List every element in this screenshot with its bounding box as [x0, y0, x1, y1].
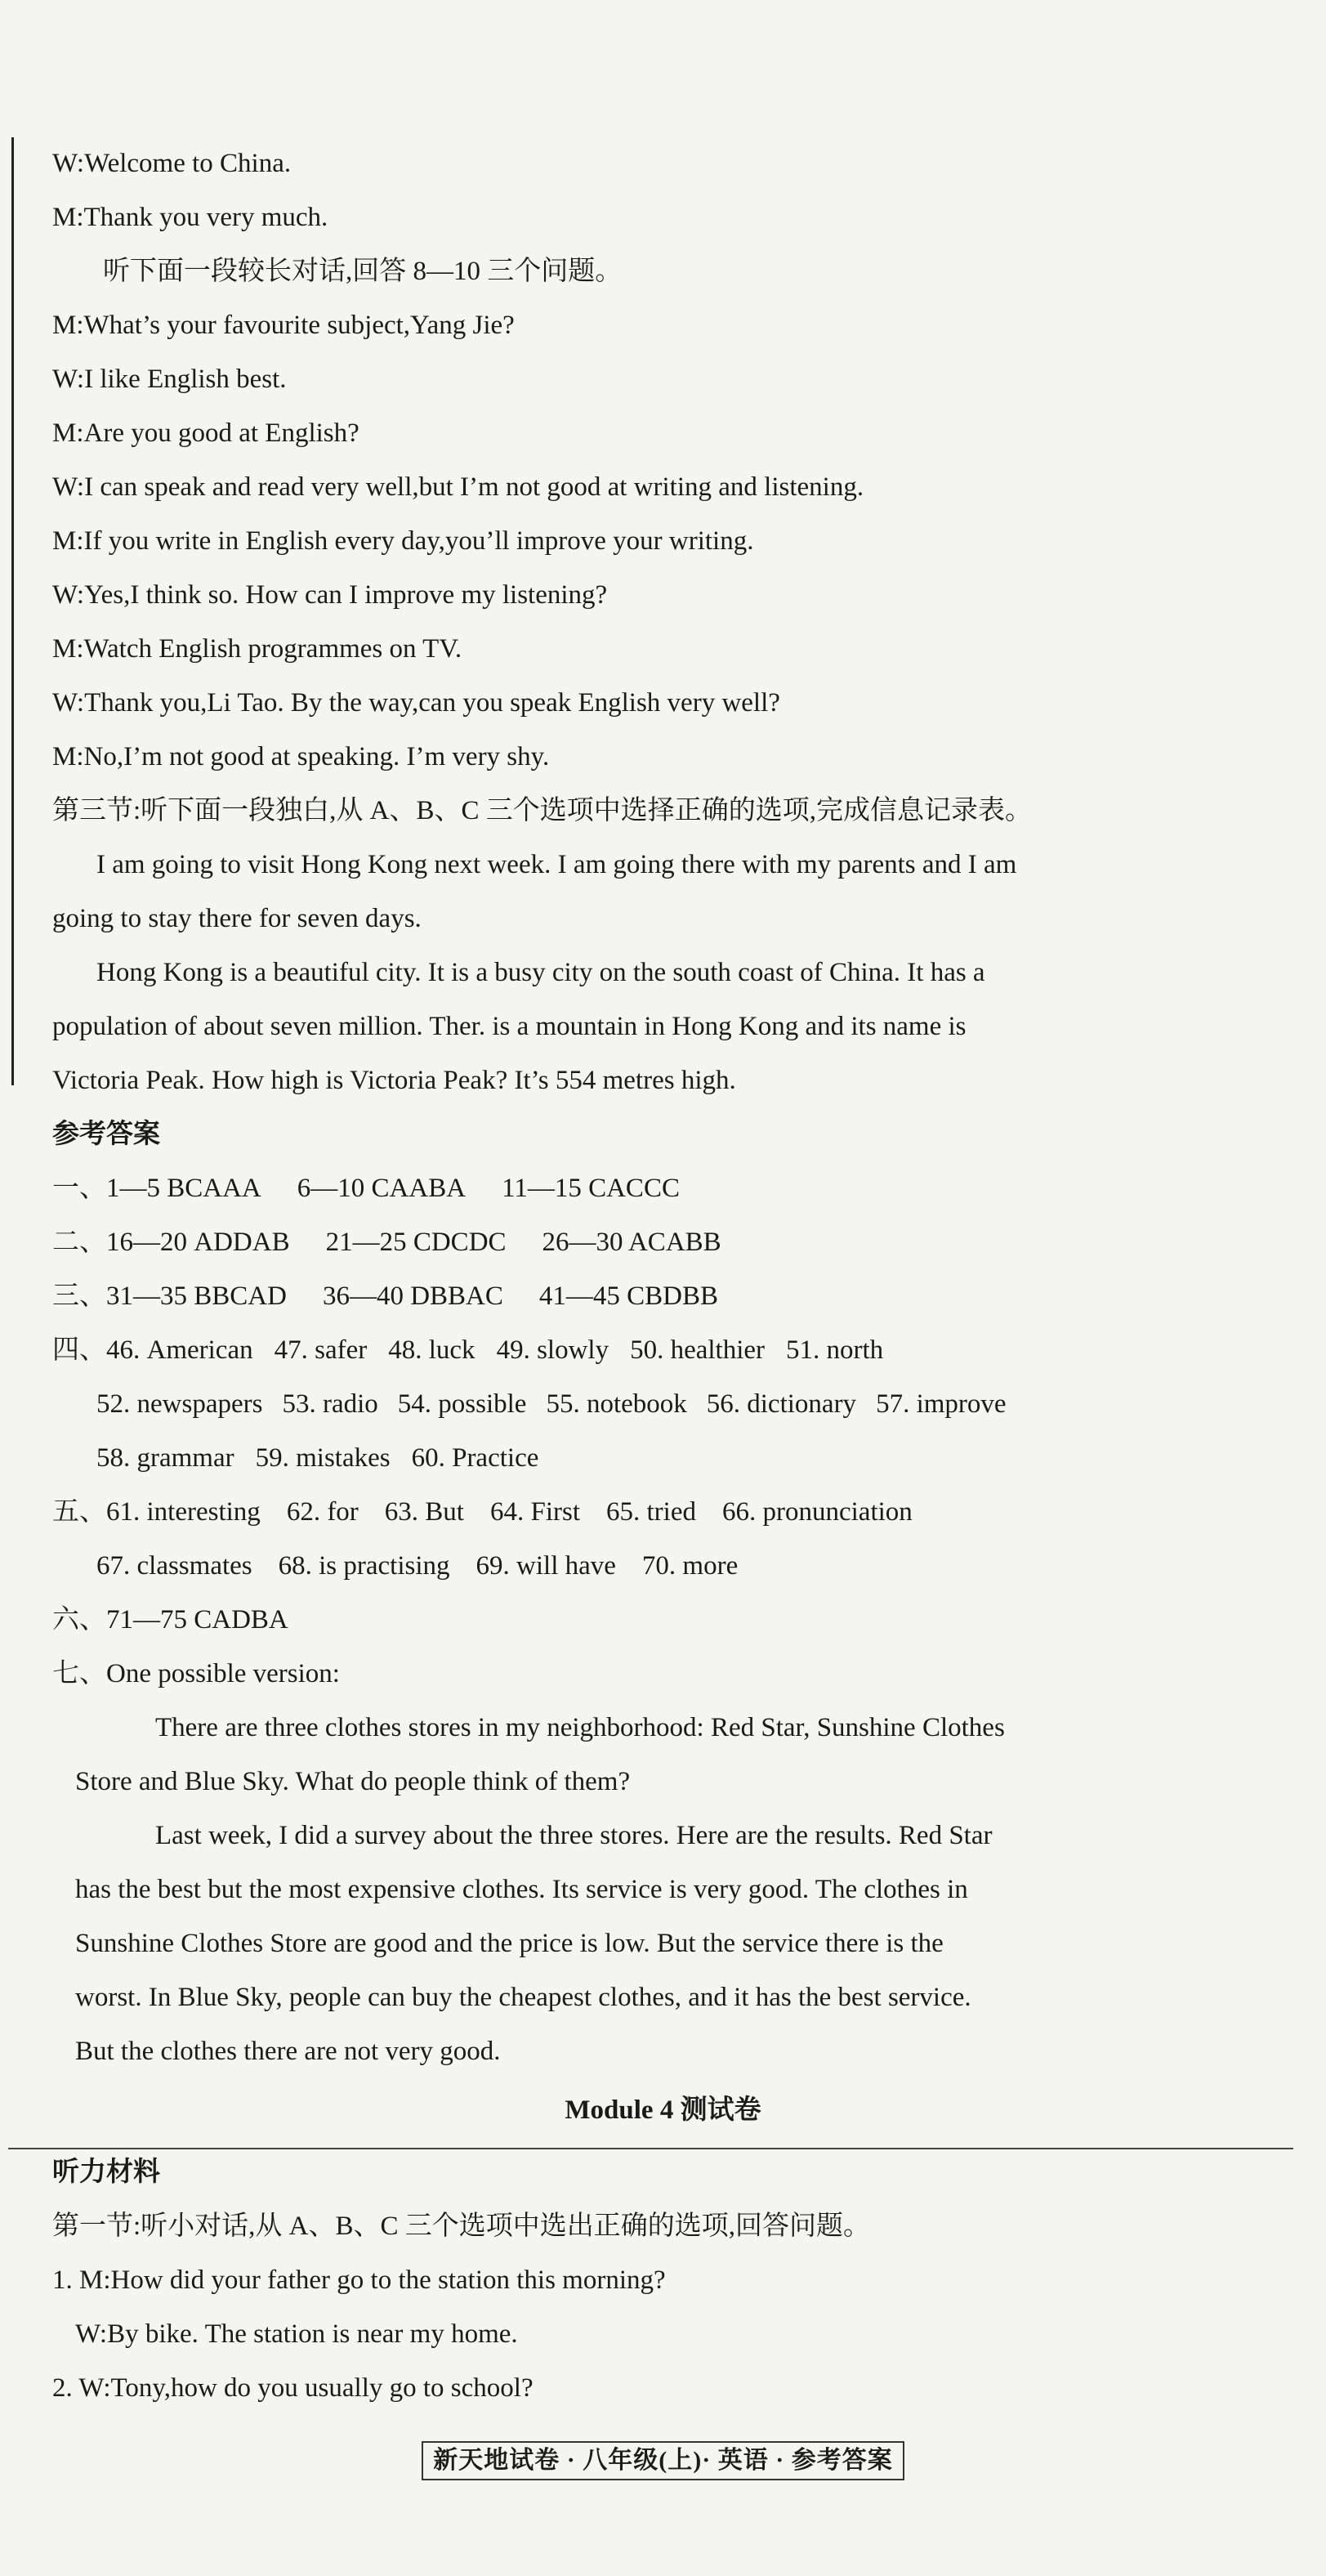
answer-group: 26—30 ACABB: [542, 1228, 721, 1257]
question-1-answer: W:By bike. The station is near my home.: [75, 2319, 518, 2349]
answers-part3: [52, 1280, 1293, 1313]
footer-label: 新天地试卷 · 八年级(上)· 英语 · 参考答案: [422, 2441, 904, 2480]
instruction-8-10: 听下面一段较长对话,回答 8—10 三个问题。: [103, 257, 623, 286]
section-divider: [8, 2148, 1293, 2149]
answer-item: 48. luck: [388, 1335, 475, 1365]
module4-title: Module 4 测试卷: [565, 2095, 761, 2125]
answer-item: 60. Practice: [411, 1443, 539, 1473]
dialogue-line: M:Thank you very much.: [52, 203, 328, 232]
answer-item: 50. healthier: [630, 1335, 766, 1365]
question-1: 1. M:How did your father go to the station this morning?: [52, 2265, 666, 2295]
monologue-line: Victoria Peak. How high is Victoria Peak? It’s 554 metres high.: [52, 1066, 736, 1095]
essay-line: There are three clothes stores in my neighborhood: Red Star, Sunshine Clothes: [155, 1713, 1005, 1742]
essay-line: But the clothes there are not very good.: [75, 2037, 501, 2066]
answer-item: 66. pronunciation: [722, 1497, 913, 1527]
section3-title: 第三节:听下面一段独白,从 A、B、C 三个选项中选择正确的选项,完成信息记录表。: [52, 796, 1033, 825]
answer-item: 63. But: [384, 1497, 464, 1527]
answers-part5-line2: [96, 1550, 1293, 1582]
answers-part4-line1: [52, 1334, 1293, 1366]
dialogue-line: M:What’s your favourite subject,Yang Jie?: [52, 311, 515, 340]
answer-item: 58. grammar: [96, 1443, 234, 1473]
answer-item: 65. tried: [606, 1497, 696, 1527]
answers-part4-line3: [96, 1442, 1293, 1474]
answer-group: 41—45 CBDBB: [538, 1281, 719, 1311]
monologue-line: Hong Kong is a beautiful city. It is a busy city on the south coast of China. It has a: [96, 958, 985, 987]
essay-line: worst. In Blue Sky, people can buy the cheapest clothes, and it has the best service.: [75, 1983, 971, 2012]
dialogue-line: W:I like English best.: [52, 364, 287, 394]
answers-part4-line2: [96, 1388, 1293, 1420]
answer-item: 62. for: [286, 1497, 359, 1527]
answer-item: 57. improve: [876, 1389, 1007, 1419]
answer-item: 54. possible: [397, 1389, 527, 1419]
answers-part1: [52, 1172, 1293, 1205]
dialogue-line: M:Watch English programmes on TV.: [52, 634, 462, 664]
answer-item: 67. classmates: [96, 1551, 252, 1581]
dialogue-line: W:Thank you,Li Tao. By the way,can you speak English very well?: [52, 688, 780, 718]
answers-part5-line1: [52, 1496, 1293, 1528]
essay-line: Sunshine Clothes Store are good and the price is low. But the service there is the: [75, 1929, 944, 1958]
dialogue-line: M:No,I’m not good at speaking. I’m very shy.: [52, 742, 550, 771]
answer-item: 55. notebook: [546, 1389, 687, 1419]
question-2: 2. W:Tony,how do you usually go to school?: [52, 2373, 534, 2403]
answer-item: 68. is practising: [278, 1551, 450, 1581]
dialogue-line: W:Yes,I think so. How can I improve my listening?: [52, 580, 608, 610]
section1-title: 第一节:听小对话,从 A、B、C 三个选项中选出正确的选项,回答问题。: [52, 2212, 871, 2241]
answers-part7-label: 七、One possible version:: [52, 1659, 340, 1688]
essay-line: Last week, I did a survey about the three stores. Here are the results. Red Star: [155, 1821, 993, 1850]
dialogue-line: M:If you write in English every day,you’ll improve your writing.: [52, 526, 754, 556]
answer-item: 四、46. American: [52, 1335, 253, 1365]
answer-item: 五、61. interesting: [52, 1497, 261, 1527]
answer-item: 47. safer: [274, 1335, 368, 1365]
answer-item: 53. radio: [282, 1389, 378, 1419]
answer-group: 11—15 CACCC: [502, 1174, 680, 1203]
dialogue-line: W:Welcome to China.: [52, 149, 292, 178]
answer-group: 21—25 CDCDC: [325, 1228, 507, 1257]
answer-item: 52. newspapers: [96, 1389, 263, 1419]
answers-heading: 参考答案: [52, 1120, 160, 1149]
monologue-line: I am going to visit Hong Kong next week. I am going there with my parents and I am: [96, 850, 1017, 879]
answer-group: 三、31—35 BBCAD: [52, 1281, 287, 1311]
monologue-line: going to stay there for seven days.: [52, 904, 422, 933]
dialogue-line: M:Are you good at English?: [52, 418, 359, 448]
monologue-line: population of about seven million. Ther. is a mountain in Hong Kong and its name is: [52, 1012, 967, 1041]
answer-item: 64. First: [489, 1497, 581, 1527]
answer-item: 51. north: [786, 1335, 884, 1365]
answer-item: 70. more: [641, 1551, 739, 1581]
answer-group: 二、16—20 ADDAB: [52, 1228, 290, 1257]
answers-part6: 六、71—75 CADBA: [52, 1605, 288, 1635]
answer-group: 一、1—5 BCAAA: [52, 1174, 261, 1203]
dialogue-line: W:I can speak and read very well,but I’m not good at writing and listening.: [52, 472, 864, 502]
essay-line: Store and Blue Sky. What do people think of them?: [75, 1767, 631, 1796]
left-margin-rule: [11, 137, 14, 1085]
answer-item: 56. dictionary: [706, 1389, 857, 1419]
essay-line: has the best but the most expensive clothes. Its service is very good. The clothes in: [75, 1875, 968, 1904]
answer-group: 6—10 CAABA: [297, 1174, 467, 1203]
page-footer: [0, 2441, 1326, 2480]
answer-group: 36—40 DBBAC: [322, 1281, 503, 1311]
listening-heading: 听力材料: [52, 2158, 160, 2187]
answer-item: 69. will have: [475, 1551, 616, 1581]
answer-item: 59. mistakes: [255, 1443, 391, 1473]
answers-part2: [52, 1226, 1293, 1259]
answer-item: 49. slowly: [496, 1335, 609, 1365]
